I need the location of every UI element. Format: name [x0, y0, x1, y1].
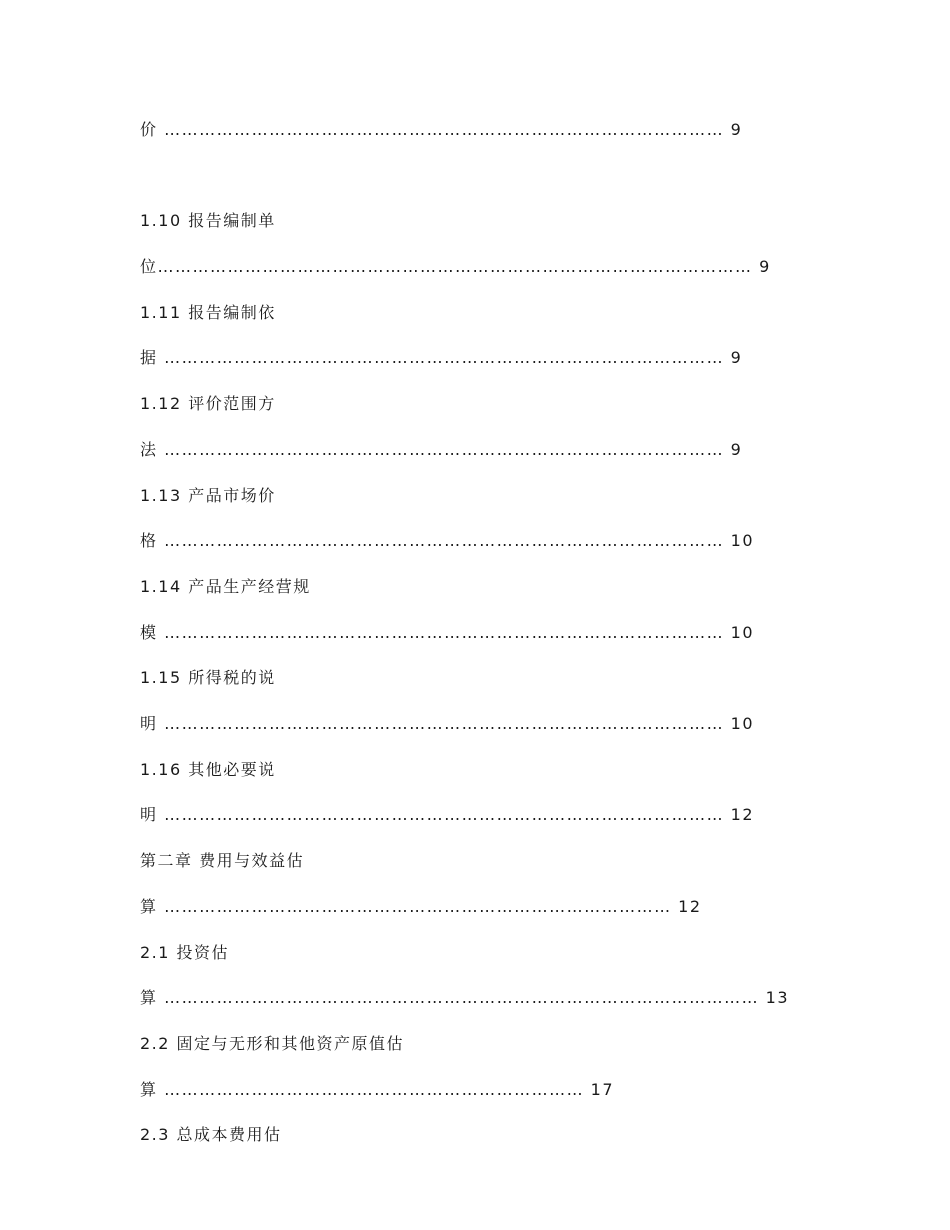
toc-entry-page-line: 算 ……………………………………………………………… 17 — [140, 1079, 615, 1099]
toc-entry-page-line: 法 …………………………………………………………………………………… 9 — [140, 439, 743, 459]
toc-entry — [140, 116, 840, 207]
toc-entry — [140, 939, 840, 1030]
toc-entry-page-line: 算 ………………………………………………………………………………………… 13 — [140, 988, 790, 1008]
toc-entry-heading: 1.13 产品市场价 — [140, 485, 276, 505]
toc-entry-heading: 1.16 其他必要说 — [140, 759, 276, 779]
toc-entry — [140, 482, 840, 573]
toc-entry-page-line: 位………………………………………………………………………………………… 9 — [140, 257, 771, 277]
toc-entry-page-line: 明 …………………………………………………………………………………… 10 — [140, 714, 755, 734]
toc-entry-page-line: 明 …………………………………………………………………………………… 12 — [140, 805, 755, 825]
toc-entry — [140, 664, 840, 755]
toc-entry — [140, 1121, 840, 1212]
toc-entry-heading: 1.12 评价范围方 — [140, 394, 276, 414]
toc-entry-page-line: 格 …………………………………………………………………………………… 10 — [140, 531, 755, 551]
toc-entry-heading: 2.2 固定与无形和其他资产原值估 — [140, 1033, 405, 1053]
toc-entry-heading: 1.10 报告编制单 — [140, 211, 276, 231]
toc-entry-page-line: 模 …………………………………………………………………………………… 10 — [140, 622, 755, 642]
toc-entry — [140, 390, 840, 481]
toc-entry — [140, 756, 840, 847]
toc-entry — [140, 847, 840, 938]
toc-entry-page-line: 价 …………………………………………………………………………………… 9 — [140, 120, 743, 139]
toc-entry-heading: 1.14 产品生产经营规 — [140, 576, 311, 596]
toc-entry-page-line: 据 …………………………………………………………………………………… 9 — [140, 348, 743, 368]
toc-entry-heading: 2.3 总成本费用估 — [140, 1125, 282, 1145]
toc-entry — [140, 1030, 840, 1121]
toc-entry-heading: 1.15 所得税的说 — [140, 668, 276, 688]
toc-entry — [140, 207, 840, 298]
toc-entry-heading: 2.1 投资估 — [140, 942, 230, 962]
toc-entry-heading: 1.11 报告编制依 — [140, 302, 276, 322]
toc-entry — [140, 299, 840, 390]
toc-entry — [140, 573, 840, 664]
toc-entry-heading: 第二章 费用与效益估 — [140, 851, 305, 871]
table-of-contents — [140, 116, 840, 1213]
toc-entry-page-line: 算 …………………………………………………………………………… 12 — [140, 896, 702, 916]
